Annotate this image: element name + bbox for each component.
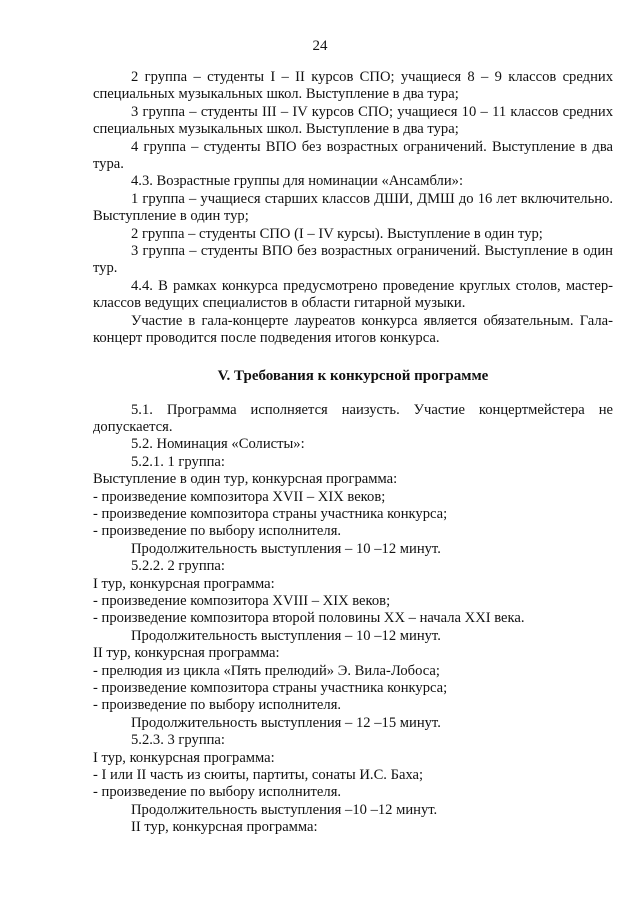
paragraph-section-4-4: 4.4. В рамках конкурса предусмотрено проведение круглых столов, мастер-классов ведущих специалистов в области гитарной музыки. (93, 277, 613, 312)
paragraph-group-3-solo: 3 группа – студенты III – IV курсов СПО; учащиеся 10 – 11 классов средних специальных музыкальных школ. Выступление в два тура; (93, 103, 613, 138)
list-item: - произведение композитора XVIII – XIX веков; (93, 592, 391, 609)
paragraph-section-5-1: 5.1. Программа исполняется наизусть. Участие концертмейстера не допускается. (93, 401, 613, 435)
list-item: - произведение композитора второй половины XX – начала XXI века. (93, 610, 525, 627)
paragraph-section-4-3: 4.3. Возрастные группы для номинации «Ансамбли»: (131, 173, 463, 190)
list-item: - произведение композитора XVII – XIX веков; (93, 488, 386, 505)
document-body (93, 69, 613, 837)
list-item: - произведение композитора страны участника конкурса; (93, 680, 448, 696)
paragraph-ensemble-group-2: 2 группа – студенты СПО (I – IV курсы). Выступление в один тур; (131, 225, 543, 242)
paragraph-program-line: I тур, конкурсная программа: (93, 575, 275, 592)
list-item: - произведение по выбору исполнителя. (93, 523, 342, 540)
list-item: - прелюдия из цикла «Пять прелюдий» Э. Вила-Лобоса; (93, 662, 440, 679)
paragraph-section-5-2-1: 5.2.1. 1 группа: (131, 453, 225, 470)
paragraph-program-line: I тур, конкурсная программа: (93, 749, 275, 766)
paragraph-section-5-2-2: 5.2.2. 2 группа: (131, 558, 225, 575)
section-heading: V. Требования к конкурсной программе (217, 367, 489, 384)
paragraph-duration: Продолжительность выступления –10 –12 минут. (131, 801, 438, 818)
paragraph-section-5-2: 5.2. Номинация «Солисты»: (131, 436, 305, 453)
paragraph-gala-concert: Участие в гала-концерте лауреатов конкурса является обязательным. Гала-концерт проводится после подведения итогов конкурса. (93, 312, 613, 347)
paragraph-ensemble-group-1: 1 группа – учащиеся старших классов ДШИ, ДМШ до 16 лет включительно. Выступление в один тур; (93, 190, 613, 225)
paragraph-program-line: II тур, конкурсная программа: (93, 645, 280, 662)
paragraph-duration: Продолжительность выступления – 10 –12 минут. (131, 627, 441, 644)
paragraph-ensemble-group-3: 3 группа – студенты ВПО без возрастных ограничений. Выступление в один тур. (93, 243, 613, 277)
page-number: 24 (312, 38, 328, 54)
list-item: - произведение композитора страны участника конкурса; (93, 505, 448, 522)
list-item: - произведение по выбору исполнителя. (93, 784, 342, 801)
paragraph-program-line: Выступление в один тур, конкурсная программа: (93, 471, 398, 488)
paragraph-group-4-solo: 4 группа – студенты ВПО без возрастных ограничений. Выступление в два тура. (93, 138, 613, 173)
paragraph-section-5-2-3: 5.2.3. 3 группа: (131, 732, 225, 749)
list-item: - произведение по выбору исполнителя. (93, 697, 342, 714)
paragraph-duration: Продолжительность выступления – 12 –15 минут. (131, 714, 441, 731)
paragraph-program-line: II тур, конкурсная программа: (131, 819, 318, 836)
paragraph-group-2-solo: 2 группа – студенты I – II курсов СПО; учащиеся 8 – 9 классов средних специальных музыкальных школ. Выступление в два тура; (93, 69, 613, 103)
paragraph-duration: Продолжительность выступления – 10 –12 минут. (131, 540, 441, 557)
list-item: - I или II часть из сюиты, партиты, сонаты И.С. Баха; (93, 767, 424, 784)
